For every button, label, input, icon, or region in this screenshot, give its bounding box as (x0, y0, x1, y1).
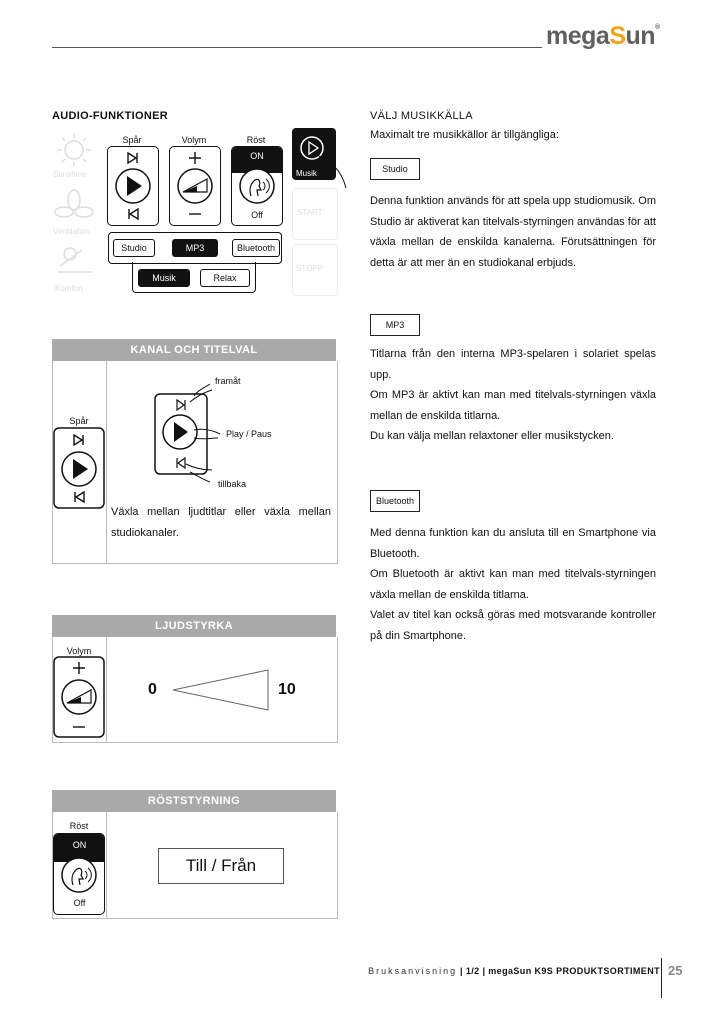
tag-bluetooth: Bluetooth (370, 490, 420, 512)
voice-off-label: Off (251, 210, 263, 220)
track-control-graphic (107, 146, 159, 226)
mode-relax-button[interactable]: Relax (200, 269, 250, 287)
section-head-ljud: LJUDSTYRKA (52, 615, 336, 637)
ljud-volym-label: Volym (66, 646, 92, 656)
kanal-spar-label: Spår (69, 416, 89, 426)
start-button-label: START (297, 208, 323, 217)
page-number: 25 (668, 963, 683, 978)
ljud-volume-control (53, 656, 105, 740)
label-spar: Spår (122, 135, 142, 145)
kanal-track-control (53, 427, 105, 511)
side-item-komfort: Komfort (55, 284, 84, 293)
studio-description: Denna funktion används för att spela upp studiomusik. Om Studio är aktiverat kan titelvals-styrningen användas för att växla mellan de enskilda kanalerna. Förutsättningen för detta är att mer än en studiokanal erbjuds. (370, 195, 656, 269)
side-item-sunshine: Sunshine (53, 170, 87, 179)
section-divider (106, 361, 107, 563)
stopp-button-label: STOPP (296, 264, 323, 273)
faded-side-icons (52, 128, 102, 296)
ljud-min-value: 0 (148, 681, 157, 698)
rost-on-label: ON (72, 840, 87, 850)
volume-control-graphic (169, 146, 221, 226)
rost-label: Röst (69, 821, 89, 831)
label-rost: Röst (246, 135, 266, 145)
musikkalla-intro: Maximalt tre musikkällor är tillgängliga: (370, 129, 559, 141)
volume-wedge (170, 668, 270, 712)
bluetooth-description-2: Om Bluetooth är aktivt kan man med titelvals-styrningen växla mellan de enskilda titlarna. (370, 568, 656, 601)
mp3-description-1: Titlarna från den interna MP3-spelaren i solariet spelas upp. (370, 348, 656, 381)
musik-button-label: Musik (296, 169, 317, 178)
musik-button-graphic (292, 128, 362, 188)
tag-studio: Studio (370, 158, 420, 180)
source-bluetooth-button[interactable]: Bluetooth (232, 239, 280, 257)
kanal-description: Växla mellan ljudtitlar eller växla mellan studiokanaler. (111, 506, 331, 539)
footer-divider (661, 958, 662, 998)
section-heading-musikkalla: VÄLJ MUSIKKÄLLA (370, 110, 473, 122)
footer-text: Bruksanvisning | 1/2 | megaSun K9S PRODUKTSORTIMENT (368, 966, 660, 976)
source-mp3-button[interactable]: MP3 (172, 239, 218, 257)
tag-mp3: MP3 (370, 314, 420, 336)
kanal-tillbaka-label: tillbaka (218, 479, 247, 489)
section-heading-audio: AUDIO-FUNKTIONER (52, 110, 169, 122)
bluetooth-description-1: Med denna funktion kan du ansluta till en Smartphone via Bluetooth. (370, 527, 656, 560)
header-rule (52, 47, 542, 48)
section-head-rost: RÖSTSTYRNING (52, 790, 336, 812)
side-item-ventilation: Ventilation (53, 227, 90, 236)
section-divider (106, 812, 107, 918)
label-volym: Volym (181, 135, 207, 145)
ljud-max-value: 10 (278, 681, 296, 698)
toggle-till-fran: Till / Från (158, 848, 284, 884)
kanal-play-label: Play / Paus (226, 429, 272, 439)
source-studio-button[interactable]: Studio (113, 239, 155, 257)
mp3-description-2: Om MP3 är aktivt kan man med titelvals-styrningen växla mellan de enskilda titlarna. (370, 389, 656, 422)
section-divider (106, 637, 107, 742)
voice-on-label: ON (250, 151, 264, 161)
megasun-logo: megaSun® (546, 22, 660, 50)
mode-musik-button[interactable]: Musik (138, 269, 190, 287)
section-head-kanal: KANAL OCH TITELVAL (52, 339, 336, 361)
bluetooth-description-3: Valet av titel kan också göras med motsvarande kontroller på din Smartphone. (370, 609, 656, 642)
rost-off-label: Off (73, 898, 86, 908)
mp3-description-3: Du kan välja mellan relaxtoner eller musikstycken. (370, 430, 614, 442)
kanal-framat-label: framåt (215, 376, 241, 386)
